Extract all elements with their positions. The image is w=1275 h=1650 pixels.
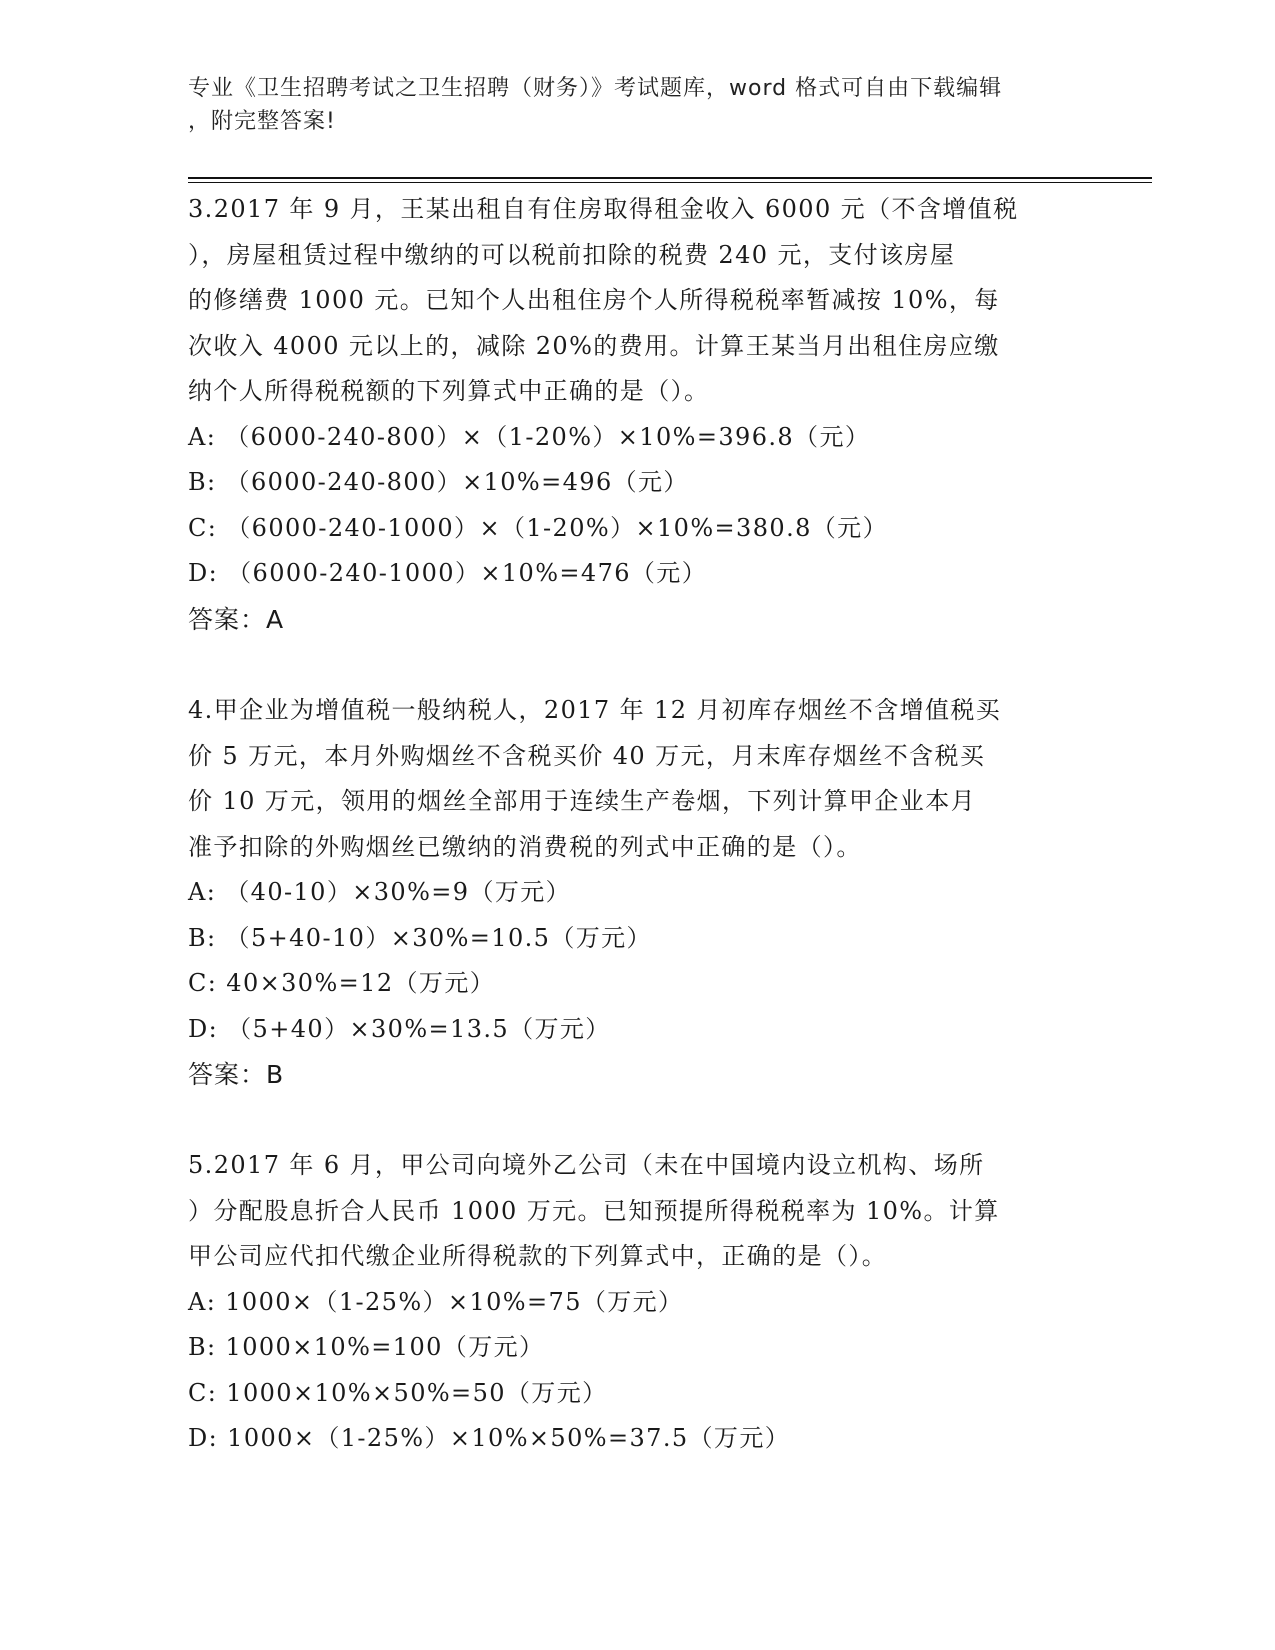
stem-line: 3.2017 年 9 月，王某出租自有住房取得租金收入 6000 元（不含增值税 bbox=[188, 195, 1019, 223]
answer-label: 答案：B bbox=[188, 1060, 285, 1089]
header-line-1: 专业《卫生招聘考试之卫生招聘（财务）》考试题库，word 格式可自由下载编辑 bbox=[188, 76, 1003, 101]
document-header bbox=[188, 72, 1068, 138]
option-a: A: （40-10）×30%=9（万元） bbox=[188, 878, 572, 906]
stem-line: ）分配股息折合人民币 1000 万元。已知预提所得税税率为 10%。计算 bbox=[188, 1196, 1000, 1225]
header-rule-thick bbox=[188, 177, 1152, 179]
question-3 bbox=[188, 187, 1088, 642]
stem-line: 价 5 万元，本月外购烟丝不含税买价 40 万元，月末库存烟丝不含税买 bbox=[188, 741, 986, 770]
stem-line: 价 10 万元，领用的烟丝全部用于连续生产卷烟，下列计算甲企业本月 bbox=[188, 787, 976, 815]
question-5 bbox=[188, 1143, 1088, 1462]
question-stem bbox=[188, 187, 1088, 415]
option-b: B: （6000-240-800）×10%=496（元） bbox=[188, 468, 689, 496]
option-b: B: 1000×10%=100（万元） bbox=[188, 1333, 545, 1361]
stem-line: 5.2017 年 6 月，甲公司向境外乙公司（未在中国境内设立机构、场所 bbox=[188, 1151, 985, 1179]
stem-line: ），房屋租赁过程中缴纳的可以税前扣除的税费 240 元，支付该房屋 bbox=[188, 240, 956, 269]
question-stem bbox=[188, 1143, 1088, 1280]
answer-label: 答案：A bbox=[188, 604, 285, 634]
header-line-2: ，附完整答案! bbox=[188, 109, 336, 134]
option-b: B: （5+40-10）×30%=10.5（万元） bbox=[188, 923, 652, 952]
option-d: D: （6000-240-1000）×10%=476（元） bbox=[188, 559, 708, 587]
option-d: D: 1000×（1-25%）×10%×50%=37.5（万元） bbox=[188, 1424, 791, 1452]
stem-line: 甲公司应代扣代缴企业所得税款的下列算式中，正确的是（）。 bbox=[188, 1242, 888, 1270]
option-a: A: 1000×（1-25%）×10%=75（万元） bbox=[188, 1287, 684, 1316]
stem-line: 纳个人所得税税额的下列算式中正确的是（）。 bbox=[188, 377, 710, 405]
stem-line: 准予扣除的外购烟丝已缴纳的消费税的列式中正确的是（）。 bbox=[188, 832, 862, 861]
option-c: C: 1000×10%×50%=50（万元） bbox=[188, 1378, 608, 1407]
stem-line: 次收入 4000 元以上的，减除 20%的费用。计算王某当月出租住房应缴 bbox=[188, 331, 1000, 360]
option-a: A: （6000-240-800）×（1-20%）×10%=396.8（元） bbox=[188, 422, 871, 451]
question-4 bbox=[188, 688, 1088, 1098]
stem-line: 4.甲企业为增值税一般纳税人，2017 年 12 月初库存烟丝不含增值税买 bbox=[188, 696, 1002, 724]
option-c: C: 40×30%=12（万元） bbox=[188, 969, 496, 997]
stem-line: 的修缮费 1000 元。已知个人出租住房个人所得税税率暂减按 10%，每 bbox=[188, 286, 1000, 314]
header-rule-thin bbox=[188, 182, 1152, 183]
option-d: D: （5+40）×30%=13.5（万元） bbox=[188, 1014, 611, 1043]
option-c: C: （6000-240-1000）×（1-20%）×10%=380.8（元） bbox=[188, 513, 888, 542]
question-stem bbox=[188, 688, 1088, 870]
